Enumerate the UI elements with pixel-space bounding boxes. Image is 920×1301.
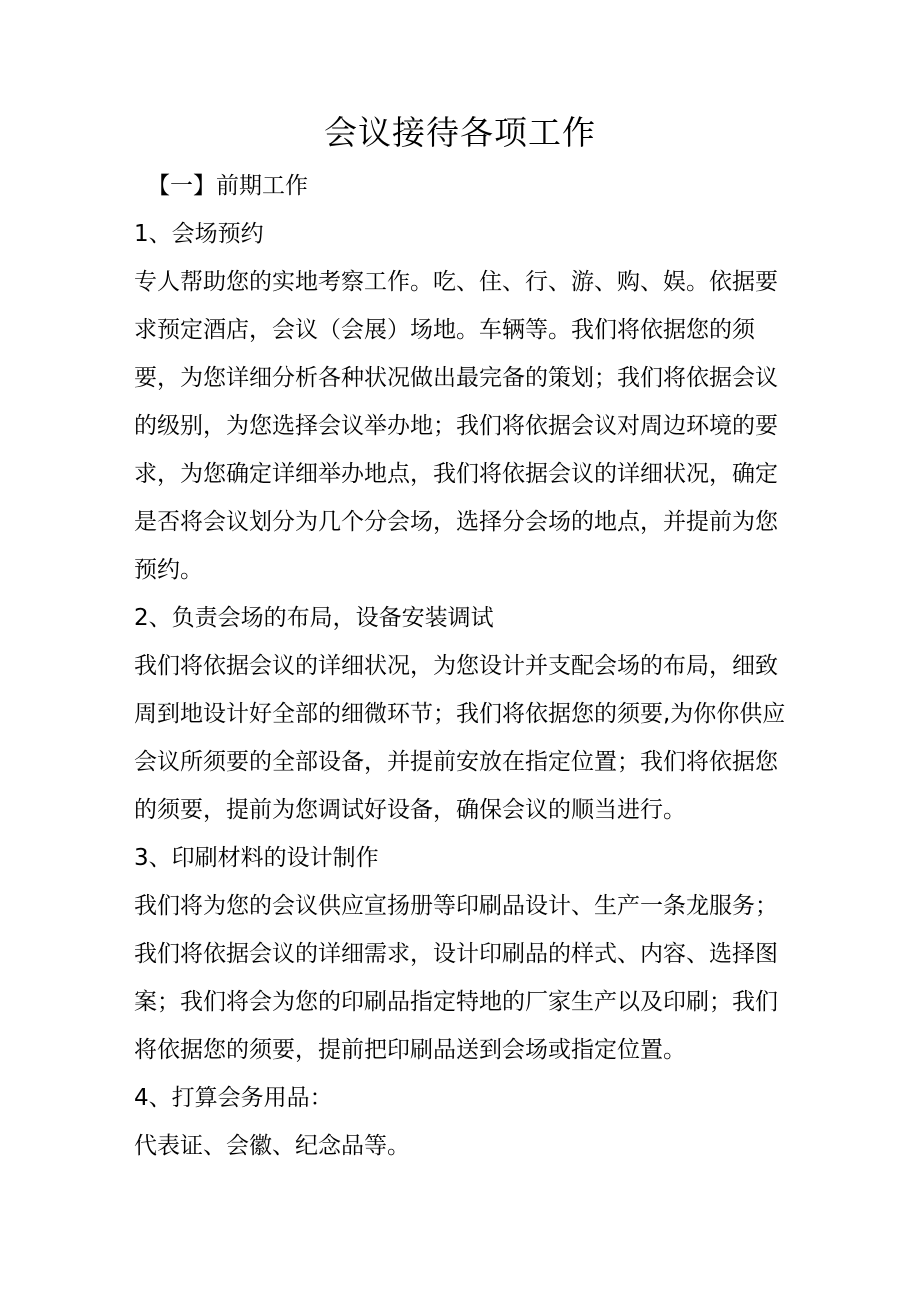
item-body-4: 代表证、会徽、纪念品等。: [134, 1133, 410, 1159]
item-body-2: 我们将依据会议的详细状况，为您设计并支配会场的布局，细致周到地设计好全部的细微环节；我们将依据您的须要,为你你供应会议所须要的全部设备，并提前安放在指定位置；我们将依据您的须要，提前为您调试好设备，确保会议的顺当进行。: [134, 653, 786, 823]
section-heading: 【一】前期工作: [147, 173, 308, 199]
item-heading-3: 3、印刷材料的设计制作: [134, 845, 379, 871]
item-heading-4: 4、打算会务用品：: [134, 1085, 333, 1111]
item-heading-1: 1、会场预约: [134, 221, 264, 247]
item-heading-2: 2、负责会场的布局，设备安装调试: [134, 605, 494, 631]
document-body: [134, 162, 794, 1170]
document-title: 会议接待各项工作: [324, 113, 596, 152]
item-body-1: 专人帮助您的实地考察工作。吃、住、行、游、购、娱。依据要求预定酒店，会议（会展）场地。车辆等。我们将依据您的须要，为您详细分析各种状况做出最完备的策划；我们将依据会议的级别，为您选择会议举办地；我们将依据会议对周边环境的要求，为您确定详细举办地点，我们将依据会议的详细状况，确定是否将会议划分为几个分会场，选择分会场的地点，并提前为您预约。: [134, 269, 778, 583]
item-body-3: 我们将为您的会议供应宣扬册等印刷品设计、生产一条龙服务；我们将依据会议的详细需求，设计印刷品的样式、内容、选择图案；我们将会为您的印刷品指定特地的厂家生产以及印刷；我们将依据您的须要，提前把印刷品送到会场或指定位置。: [134, 893, 778, 1063]
